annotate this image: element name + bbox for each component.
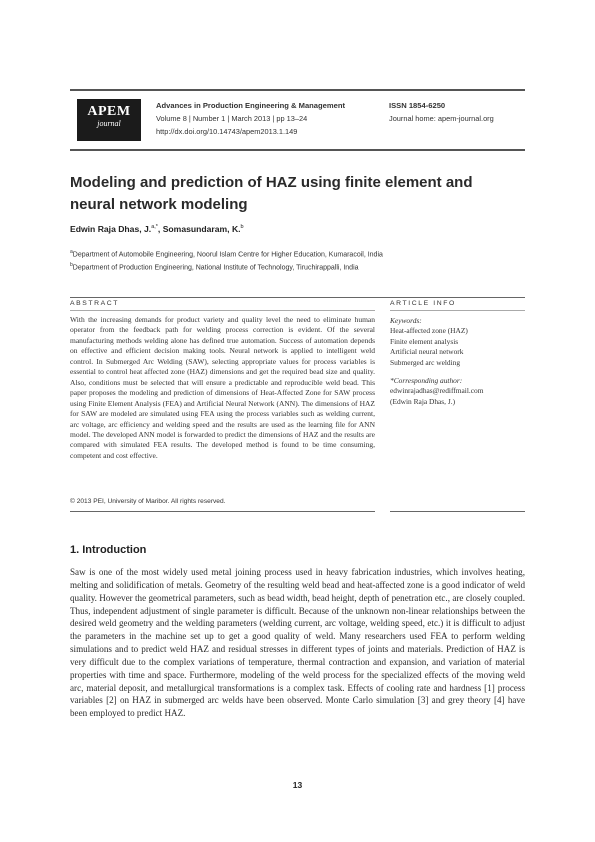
body-paragraph: Saw is one of the most widely used metal joining process used in heavy fabrication industries, which involves heating, melting and solidification of metals. Geometry of the resulting weld bead and heat-affected zone is a good indicator of weld quality. However the geometrical parameters, such as bead width, bead height, depth of penetration etc., are closely coupled. Thus, independent adjustment of single parameter is difficult. Because of the unknown non-linear relationships between the desired weld geometry and the welding parameters (welding current, arc voltage, welding speed, etc.) it is difficult to adjust the parameters in the machine set up to get a good quality of weld. Many researchers used FEA to perform welding simulations and to predict weld HAZ and residual stresses in different types of joints and materials. Prediction of HAZ is very difficult due to the complex variations of temperature, thermal contraction and expansion, and variation of material properties with time and space. Furthermore, modeling of the weld process for the specialized effects of the moving weld arc, material deposit, and metallurgical transformations is a complex task. Effects of cooling rate and hardness [1] process variables [2] on HAZ in submerged arc welds have been observed. Monte Carlo simulation [3] and grey theory [4] have been employed to predict HAZ.: [70, 567, 525, 719]
volume-line: Volume 8 | Number 1 | March 2013 | pp 13–24: [156, 114, 308, 123]
doi-link[interactable]: http://dx.doi.org/10.14743/apem2013.1.149: [156, 127, 298, 136]
author-list: [70, 224, 244, 234]
journal-logo: [77, 99, 141, 141]
keyword: Submerged arc welding: [390, 357, 461, 367]
logo-main-text: APEM: [87, 104, 131, 119]
affiliation: [70, 260, 383, 273]
affiliation-marker: a: [70, 249, 73, 255]
journal-name: Advances in Production Engineering & Management: [156, 101, 346, 110]
author-name: Somasundaram, K.: [162, 224, 241, 234]
paper-title: Modeling and prediction of HAZ using finite element and neural network modeling: [70, 174, 473, 213]
author-superscript: a,*: [151, 224, 158, 231]
abstract-heading: ABSTRACT: [70, 300, 120, 307]
abstract-text: With the increasing demands for product variety and quality level the need to eliminate human operator from the feedback path for welding process correction is evident. Of the several manufacturing methods welding alone has defined true automation. Success of automation depends on effective and efficient decision making tools. Neural network is applied to intelligent weld control. In Submerged Arc Welding (SAW), selecting appropriate values for process variables is essential to control heat affected zone (HAZ) dimensions and get the required bead size and quality. Also, conditions must be selected that will ensure a predictable and reproducible weld bead. This paper proposes the modeling and prediction of dimensions of Heat-Affected Zone for SAW process using Finite Element Analysis (FEA) and Artificial Neural Network (ANN). The dimensions of HAZ for SAW are modeled are simulated using FEA using the process variables such as welding current, arc voltage, arc efficiency and welding speed and the results are used as the learning file for ANN model. The developed ANN model is forwarded to predict the dimensions of HAZ and the results are compared with simulated FEA results. The developed method is found to be time consuming, competent and cost effective.: [70, 315, 375, 460]
copyright: © 2013 PEI, University of Maribor. All rights reserved.: [70, 498, 226, 505]
author-superscript: b: [240, 224, 244, 231]
corresponding-email[interactable]: edwinrajadhas@rediffmail.com: [390, 386, 484, 396]
corresponding-name: (Edwin Raja Dhas, J.): [390, 396, 456, 406]
divider: [390, 310, 525, 311]
divider: [70, 297, 525, 298]
divider: [70, 511, 375, 512]
section-heading: 1. Introduction: [70, 544, 147, 556]
affiliations: [70, 247, 383, 274]
issn: ISSN 1854-6250: [389, 101, 446, 110]
affiliation: [70, 247, 383, 260]
divider: [390, 511, 525, 512]
keyword: Heat-affected zone (HAZ): [390, 326, 468, 336]
divider: [70, 310, 375, 311]
article-info: [390, 316, 525, 407]
journal-homepage[interactable]: Journal home: apem-journal.org: [389, 114, 494, 123]
page-number: 13: [292, 780, 303, 790]
journal-header: [70, 89, 525, 151]
journal-issn-info: [389, 99, 494, 125]
logo-sub-text: journal: [97, 119, 121, 128]
affiliation-marker: b: [70, 262, 73, 269]
affiliation-text: Department of Automobile Engineering, Noorul Islam Centre for Higher Education, Kumaracoil, India: [72, 251, 383, 259]
affiliation-text: Department of Production Engineering, National Institute of Technology, Tiruchirappalli, India: [72, 264, 359, 272]
author-separator: ,: [157, 224, 163, 234]
corresponding-author-label: *Corresponding author:: [390, 376, 463, 386]
article-info-heading: ARTICLE INFO: [390, 300, 456, 307]
keywords-label: Keywords:: [390, 316, 422, 325]
journal-info: [156, 99, 345, 138]
author-name: Edwin Raja Dhas, J.: [70, 224, 152, 234]
keyword: Artificial neural network: [390, 347, 464, 357]
keyword: Finite element analysis: [390, 336, 459, 346]
